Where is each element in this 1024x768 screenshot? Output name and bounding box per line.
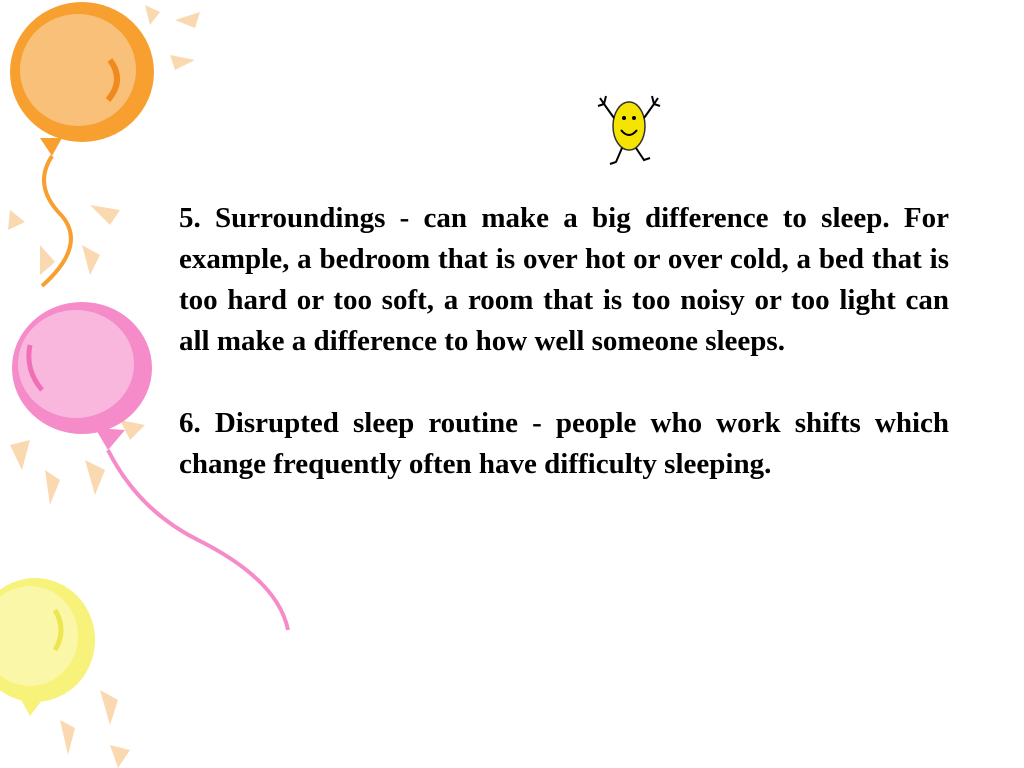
slide-body [179, 198, 949, 485]
orange-balloon-icon [10, 2, 154, 286]
yellow-rays-icon [60, 690, 130, 768]
paragraph-disrupted-sleep: 6. Disrupted sleep routine - people who work shifts which change frequently often have difficulty sleeping. [179, 407, 949, 480]
paragraph-surroundings: 5. Surroundings - can make a big difference to sleep. For example, a bedroom that is over hot or over cold, a bed that is too hard or too soft, a room that is too noisy or too light can all make a difference to how well someone sleeps. [179, 202, 949, 357]
dancing-smiley-icon [596, 90, 664, 170]
yellow-balloon-icon [0, 578, 95, 716]
